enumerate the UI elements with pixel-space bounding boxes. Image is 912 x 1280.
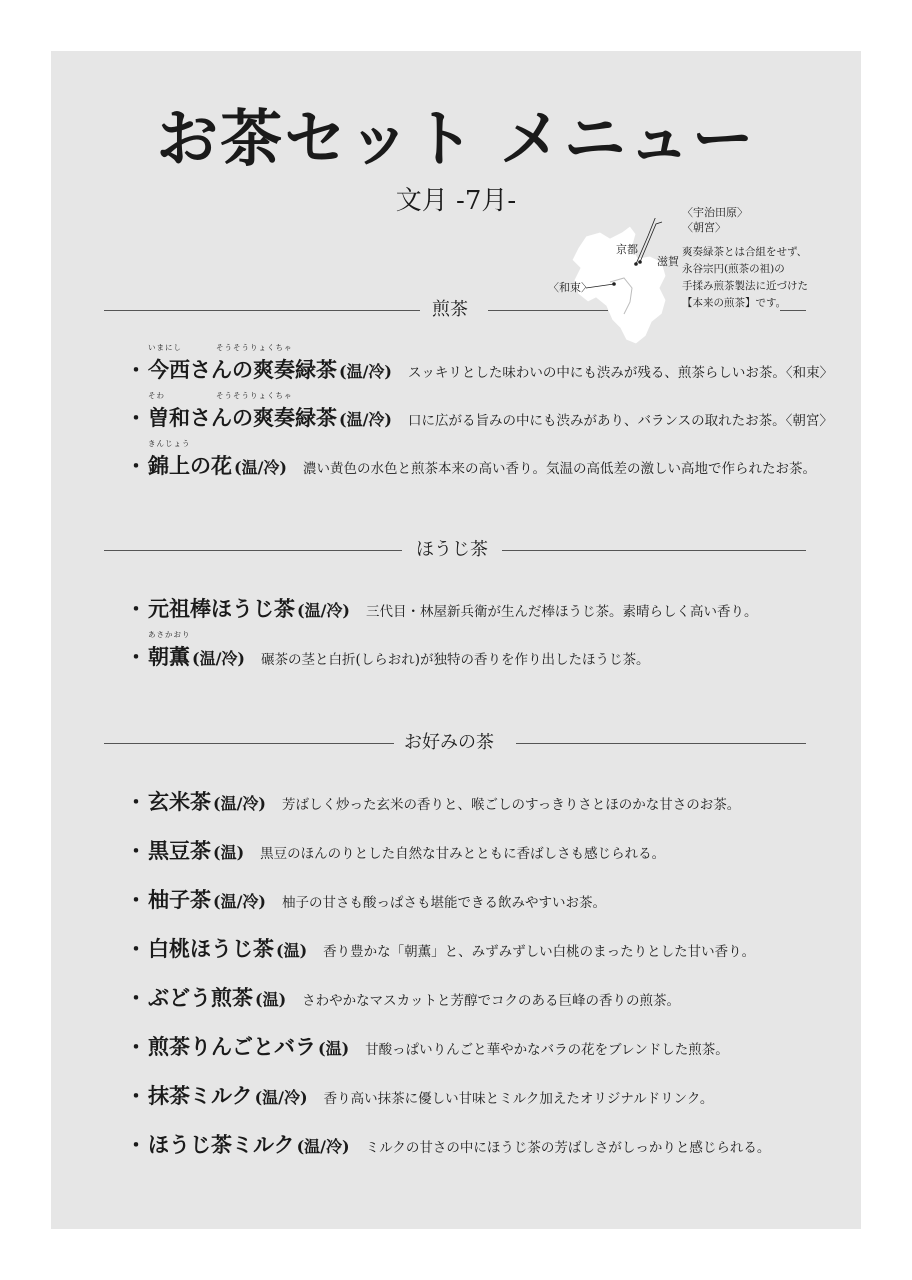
menu-item[interactable]: ・ 黒豆茶 (温) 黒豆のほんのりとした自然な甘みとともに香ばしさも感じられる。 — [126, 838, 666, 863]
menu-item[interactable]: ・ あさかおり 朝薫 (温/冷) 碾茶の茎と白折(しらおれ)が独特の香りを作り出したほうじ茶。 — [126, 630, 650, 669]
menu-item[interactable]: ・ 抹茶ミルク (温/冷) 香り高い抹茶に優しい甘味とミルク加えたオリジナルドリンク。 — [126, 1083, 714, 1108]
menu-item[interactable]: ・ いまにし そうそうりょくちゃ 今西さんの爽奏緑茶 (温/冷) スッキリとした味わいの中にも渋みが残る、煎茶らしいお茶。〈和束〉 — [126, 343, 834, 382]
map-label-shiga: 滋賀 — [657, 255, 679, 268]
menu-item[interactable]: ・ 煎茶りんごとバラ (温) 甘酸っぱいりんごと華やかなバラの花をブレンドした煎茶。 — [126, 1034, 729, 1059]
page-subtitle: 文月 -7月- — [395, 186, 517, 216]
menu-item[interactable]: ・ きんじょう 錦上の花 (温/冷) 濃い黄色の水色と煎茶本来の高い香り。気温の高低差の激しい高地で作られたお茶。 — [126, 439, 816, 478]
menu-item[interactable]: ・ 柚子茶 (温/冷) 柚子の甘さも酸っぱさも堪能できる飲みやすいお茶。 — [126, 887, 606, 912]
map-label-kyoto: 京都 — [616, 243, 638, 256]
map-label-asamiya: 〈朝宮〉 — [682, 221, 726, 234]
section-header-okonomi: お好みの茶 — [104, 733, 806, 753]
menu-item[interactable]: ・ 玄米茶 (温/冷) 芳ばしく炒った玄米の香りと、喉ごしのすっきりさとほのかな甘さのお茶。 — [126, 789, 741, 814]
menu-item[interactable]: ・ 元祖棒ほうじ茶 (温/冷) 三代目・林屋新兵衛が生んだ棒ほうじ茶。素晴らしく高い香り。 — [126, 596, 758, 621]
map-label-ujitawara: 〈宇治田原〉 — [682, 206, 748, 219]
page-title: お茶セット メニュー — [156, 102, 756, 175]
menu-item[interactable]: ・ そわ そうそうりょくちゃ 曽和さんの爽奏緑茶 (温/冷) 口に広がる旨みの中にも渋みがあり、バランスの取れたお茶。〈朝宮〉 — [126, 391, 833, 430]
sousou-note: 爽奏緑茶とは合組をせず、 永谷宗円(煎茶の祖)の 手揉み煎茶製法に近づけた 【本来の煎茶】です。 — [682, 246, 808, 309]
menu-item[interactable]: ・ ぶどう煎茶 (温) さわやかなマスカットと芳醇でコクのある巨峰の香りの煎茶。 — [126, 985, 681, 1010]
map-label-wazuka: 〈和束〉 — [548, 281, 592, 294]
menu-item[interactable]: ・ 白桃ほうじ茶 (温) 香り豊かな「朝薫」と、みずみずしい白桃のまったりとした甘い香り。 — [126, 936, 756, 961]
menu-item[interactable]: ・ ほうじ茶ミルク (温/冷) ミルクの甘さの中にほうじ茶の芳ばしさがしっかりと感じられる。 — [126, 1132, 771, 1157]
section-header-houjicha: ほうじ茶 — [104, 540, 806, 560]
section-header-sencha: 煎茶 — [104, 300, 806, 320]
